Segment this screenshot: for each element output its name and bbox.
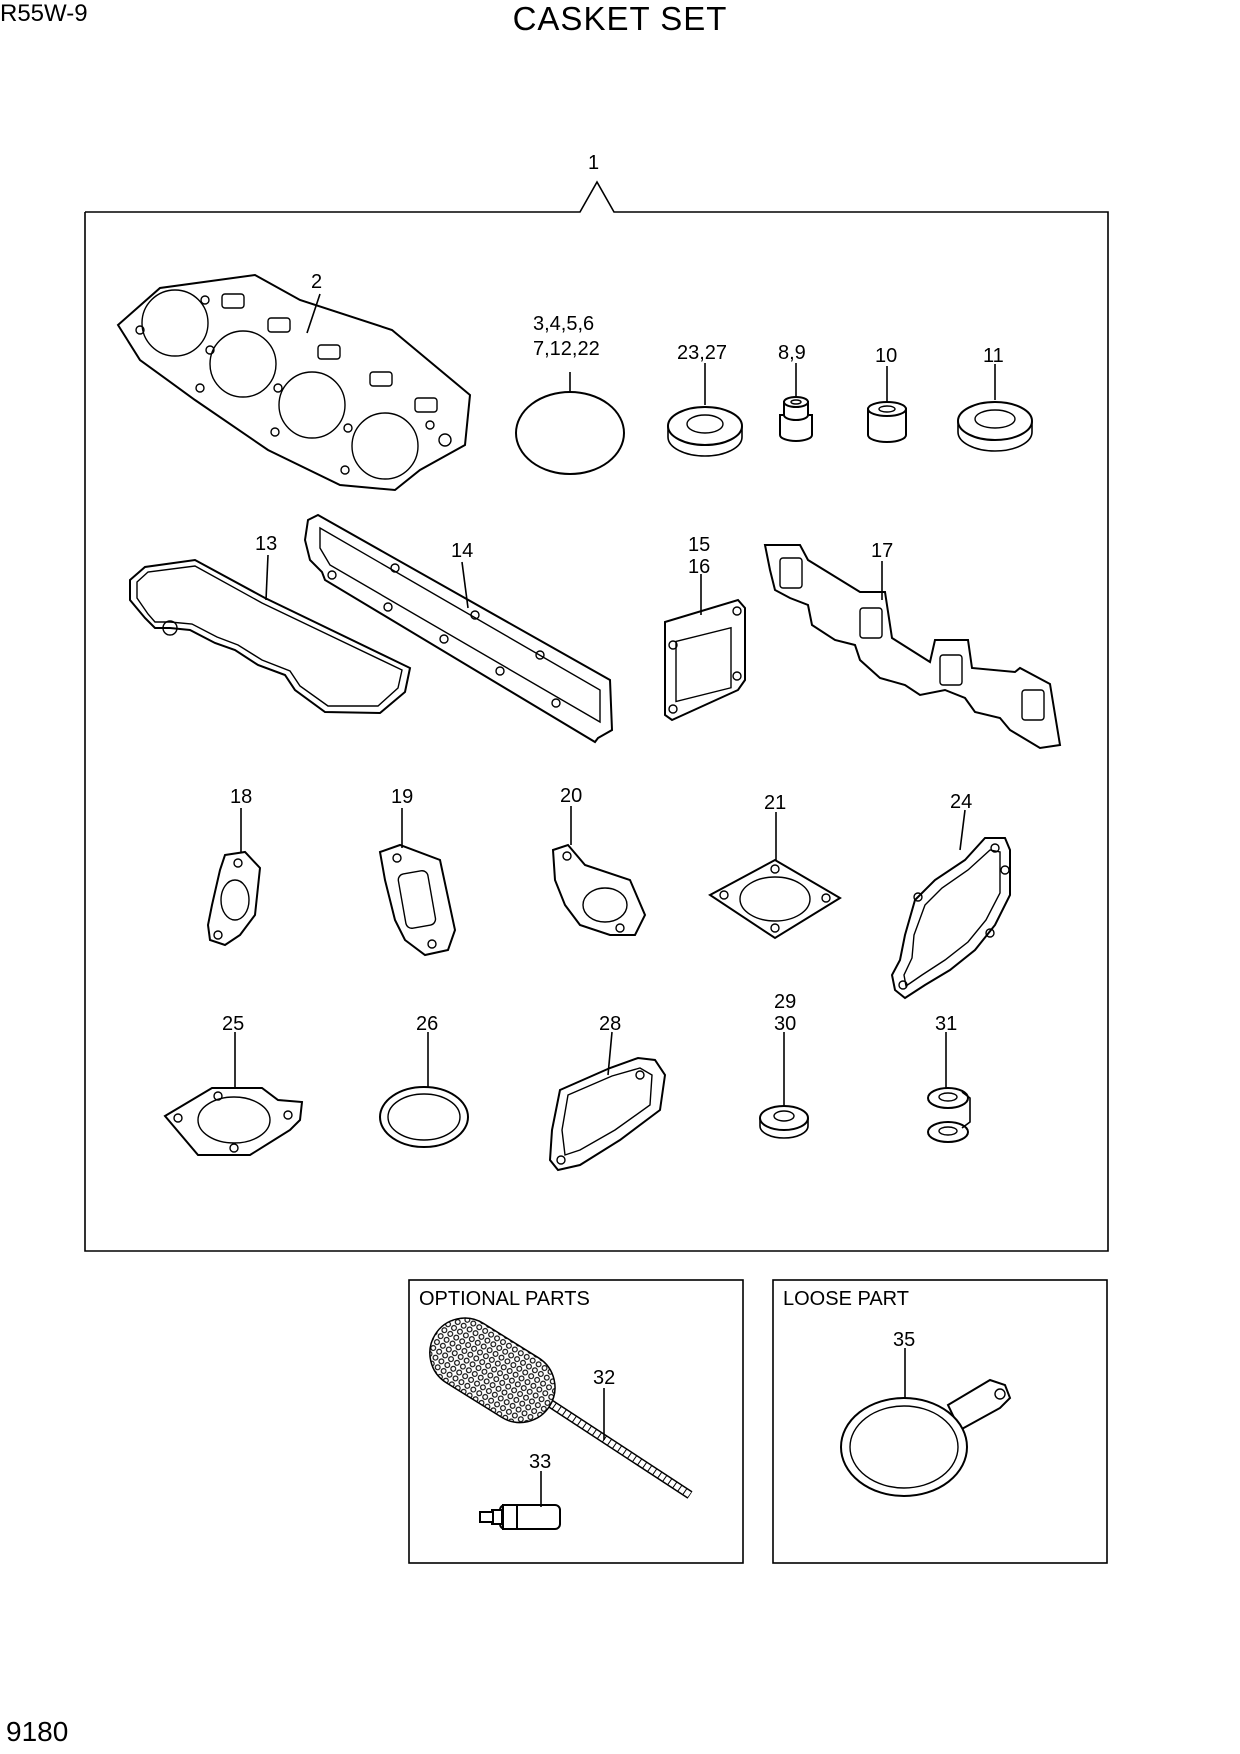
square-gasket [665,534,745,720]
callout-23-27: 23,27 [677,342,728,364]
thermostat-gasket [165,1013,302,1155]
page-number: 9180 [6,1716,69,1747]
cylinder-hone-brush [417,1305,690,1495]
callout-35: 35 [893,1329,916,1351]
model-code: R55W-9 [0,0,88,27]
washer-29-30 [760,991,808,1138]
callout-2: 2 [311,271,323,293]
cylinder-head-gasket [118,271,470,490]
ring-tool [841,1380,1010,1496]
flange-gasket-19 [380,786,455,955]
loose-part-label: LOOSE PART [783,1288,909,1310]
water-pump-gasket [892,791,1010,998]
callout-17: 17 [871,540,894,562]
sealant-tube [480,1505,560,1529]
callout-1: 1 [588,152,600,174]
callout-8-9: 8,9 [778,342,806,364]
callout-14: 14 [451,540,474,562]
optional-parts-box [409,1280,743,1563]
cover-gasket-28 [550,1013,665,1170]
small-flange-gasket-18 [208,786,260,945]
page-title: CASKET SET [512,0,728,37]
callout-7-12-22: 7,12,22 [533,338,600,360]
callout-10: 10 [875,345,898,367]
callout-19: 19 [391,786,414,808]
callout-20: 20 [560,785,583,807]
callout-18: 18 [230,786,253,808]
callout-26: 26 [416,1013,439,1035]
optional-parts-label: OPTIONAL PARTS [419,1288,590,1310]
callout-28: 28 [599,1013,622,1035]
o-ring [516,313,624,474]
callout-24: 24 [950,791,973,813]
callout-3-4-5-6: 3,4,5,6 [533,313,595,335]
washer-11 [958,345,1032,451]
callout-29: 29 [774,991,797,1013]
callout-11: 11 [983,345,1004,367]
callout-31: 31 [935,1013,958,1035]
double-washer-31 [928,1013,970,1142]
flange-gasket-20 [553,785,645,935]
callout-25: 25 [222,1013,245,1035]
callout-33: 33 [529,1451,552,1473]
exhaust-manifold-gasket [765,540,1060,748]
callout-30: 30 [774,1013,797,1035]
ring-gasket-26 [380,1013,468,1147]
valve-stem-seal [778,342,812,441]
washer-23-27 [668,342,742,456]
callout-13: 13 [255,533,278,555]
sleeve [868,345,906,442]
callout-32: 32 [593,1367,616,1389]
loose-part-box [773,1280,1107,1563]
square-flange-gasket-21 [710,792,840,938]
callout-16: 16 [688,556,711,578]
callout-15: 15 [688,534,711,556]
callout-21: 21 [764,792,787,814]
